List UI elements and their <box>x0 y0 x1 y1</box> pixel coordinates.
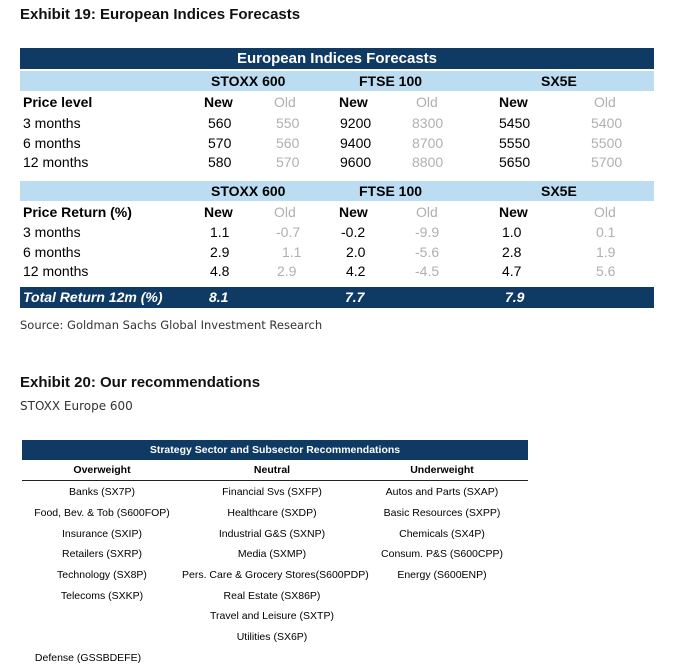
new-label: New <box>339 204 368 220</box>
new-value: -0.2 <box>341 224 366 240</box>
period-label: 12 months <box>23 154 89 170</box>
overweight-item: Telecoms (SXKP) <box>60 590 144 602</box>
table-row <box>20 222 654 242</box>
neutral-item: Utilities (SX6P) <box>236 631 308 643</box>
new-value: 1.1 <box>210 224 230 240</box>
underweight-item: Basic Resources (SXPP) <box>383 507 501 519</box>
overweight-item: Retailers (SXRP) <box>62 548 142 560</box>
new-label: New <box>339 94 368 110</box>
period-label: 3 months <box>23 115 81 131</box>
recommendations-title: Strategy Sector and Subsector Recommendations <box>149 444 401 456</box>
new-value: 9400 <box>340 135 372 151</box>
old-value: -9.9 <box>415 224 440 240</box>
new-value: 5550 <box>499 135 531 151</box>
neutral-item: Real Estate (SX86P) <box>223 590 321 602</box>
new-value: 5650 <box>499 154 531 170</box>
old-label: Old <box>416 204 438 220</box>
old-value: 8300 <box>412 115 444 131</box>
new-value: 1.0 <box>502 224 522 240</box>
index-name: STOXX 600 <box>211 73 286 89</box>
source-note: Source: Goldman Sachs Global Investment Research <box>20 318 323 332</box>
new-value: 2.0 <box>346 244 366 260</box>
new-value: 4.7 <box>502 263 522 279</box>
total-return-value: 7.7 <box>345 289 365 305</box>
section-label: Price level <box>23 94 93 110</box>
price-return-header-row <box>20 202 654 222</box>
new-value: 9600 <box>340 154 372 170</box>
total-return-label: Total Return 12m (%) <box>23 289 163 305</box>
recommendations-header-row <box>22 461 528 481</box>
old-value: 5700 <box>591 154 623 170</box>
old-label: Old <box>416 94 438 110</box>
exhibit-20-heading: Exhibit 20: Our recommendations <box>20 374 261 391</box>
new-value: 9200 <box>340 115 372 131</box>
exhibit-19-heading: Exhibit 19: European Indices Forecasts <box>20 6 301 23</box>
underweight-item: Autos and Parts (SXAP) <box>385 486 499 498</box>
neutral-item: Healthcare (SXDP) <box>227 507 317 519</box>
new-label: New <box>499 204 528 220</box>
total-return-row <box>20 287 654 308</box>
table-row <box>20 133 654 153</box>
neutral-item: Media (SXMP) <box>237 548 307 560</box>
overweight-item: Food, Bev. & Tob (S600FOP) <box>34 507 170 519</box>
old-value: 550 <box>276 115 300 131</box>
new-value: 4.8 <box>210 263 230 279</box>
old-value: 5500 <box>591 135 623 151</box>
table-row <box>20 242 654 262</box>
new-label: New <box>499 94 528 110</box>
column-header: Underweight <box>410 464 474 476</box>
old-value: 5.6 <box>596 263 616 279</box>
exhibit-20-subheading: STOXX Europe 600 <box>20 399 133 413</box>
old-value: -4.5 <box>415 263 440 279</box>
table-row <box>20 152 654 172</box>
old-value: -0.7 <box>276 224 301 240</box>
price-level-header-row <box>20 92 654 112</box>
old-value: 2.9 <box>277 263 297 279</box>
recommendations-title-bar <box>22 440 528 460</box>
table-title: European Indices Forecasts <box>236 50 438 67</box>
table-row <box>20 113 654 133</box>
old-value: -5.6 <box>415 244 440 260</box>
extra-item: Defense (GSSBDEFE) <box>34 652 142 664</box>
old-value: 5400 <box>591 115 623 131</box>
new-label: New <box>204 204 233 220</box>
new-label: New <box>204 94 233 110</box>
overweight-item: Banks (SX7P) <box>69 486 135 498</box>
neutral-item: Pers. Care & Grocery Stores(S600PDP) <box>182 569 369 581</box>
overweight-item: Insurance (SXIP) <box>62 528 142 540</box>
index-name: SX5E <box>541 183 577 199</box>
period-label: 6 months <box>23 135 81 151</box>
new-value: 2.8 <box>502 244 522 260</box>
new-value: 2.9 <box>210 244 230 260</box>
new-value: 5450 <box>499 115 531 131</box>
underweight-item: Chemicals (SX4P) <box>399 528 485 540</box>
table-row <box>20 261 654 281</box>
neutral-item: Travel and Leisure (SXTP) <box>210 610 334 622</box>
column-header: Overweight <box>73 464 131 476</box>
total-return-value: 8.1 <box>209 289 229 305</box>
new-value: 580 <box>208 154 232 170</box>
old-value: 570 <box>276 154 300 170</box>
neutral-item: Industrial G&S (SXNP) <box>218 528 326 540</box>
underweight-item: Consum. P&S (S600CPP) <box>381 548 503 560</box>
old-value: 1.1 <box>282 244 302 260</box>
period-label: 3 months <box>23 224 81 240</box>
old-value: 0.1 <box>596 224 616 240</box>
index-header-row <box>20 71 654 91</box>
section-label: Price Return (%) <box>23 204 132 220</box>
old-value: 8700 <box>412 135 444 151</box>
old-value: 560 <box>276 135 300 151</box>
new-value: 4.2 <box>346 263 366 279</box>
old-value: 8800 <box>412 154 444 170</box>
old-label: Old <box>594 204 616 220</box>
index-name: FTSE 100 <box>359 73 423 89</box>
column-header: Neutral <box>253 464 291 476</box>
index-name: SX5E <box>541 73 577 89</box>
index-header-row <box>20 181 654 201</box>
index-name: FTSE 100 <box>359 183 423 199</box>
period-label: 12 months <box>23 263 89 279</box>
new-value: 570 <box>208 135 232 151</box>
underweight-item: Energy (S600ENP) <box>397 569 487 581</box>
index-name: STOXX 600 <box>211 183 286 199</box>
neutral-item: Financial Svs (SXFP) <box>222 486 322 498</box>
period-label: 6 months <box>23 244 81 260</box>
new-value: 560 <box>208 115 232 131</box>
total-return-value: 7.9 <box>505 289 525 305</box>
old-label: Old <box>274 94 296 110</box>
overweight-item: Technology (SX8P) <box>57 569 147 581</box>
old-value: 1.9 <box>596 244 616 260</box>
table-title-bar <box>20 48 654 69</box>
old-label: Old <box>274 204 296 220</box>
old-label: Old <box>594 94 616 110</box>
